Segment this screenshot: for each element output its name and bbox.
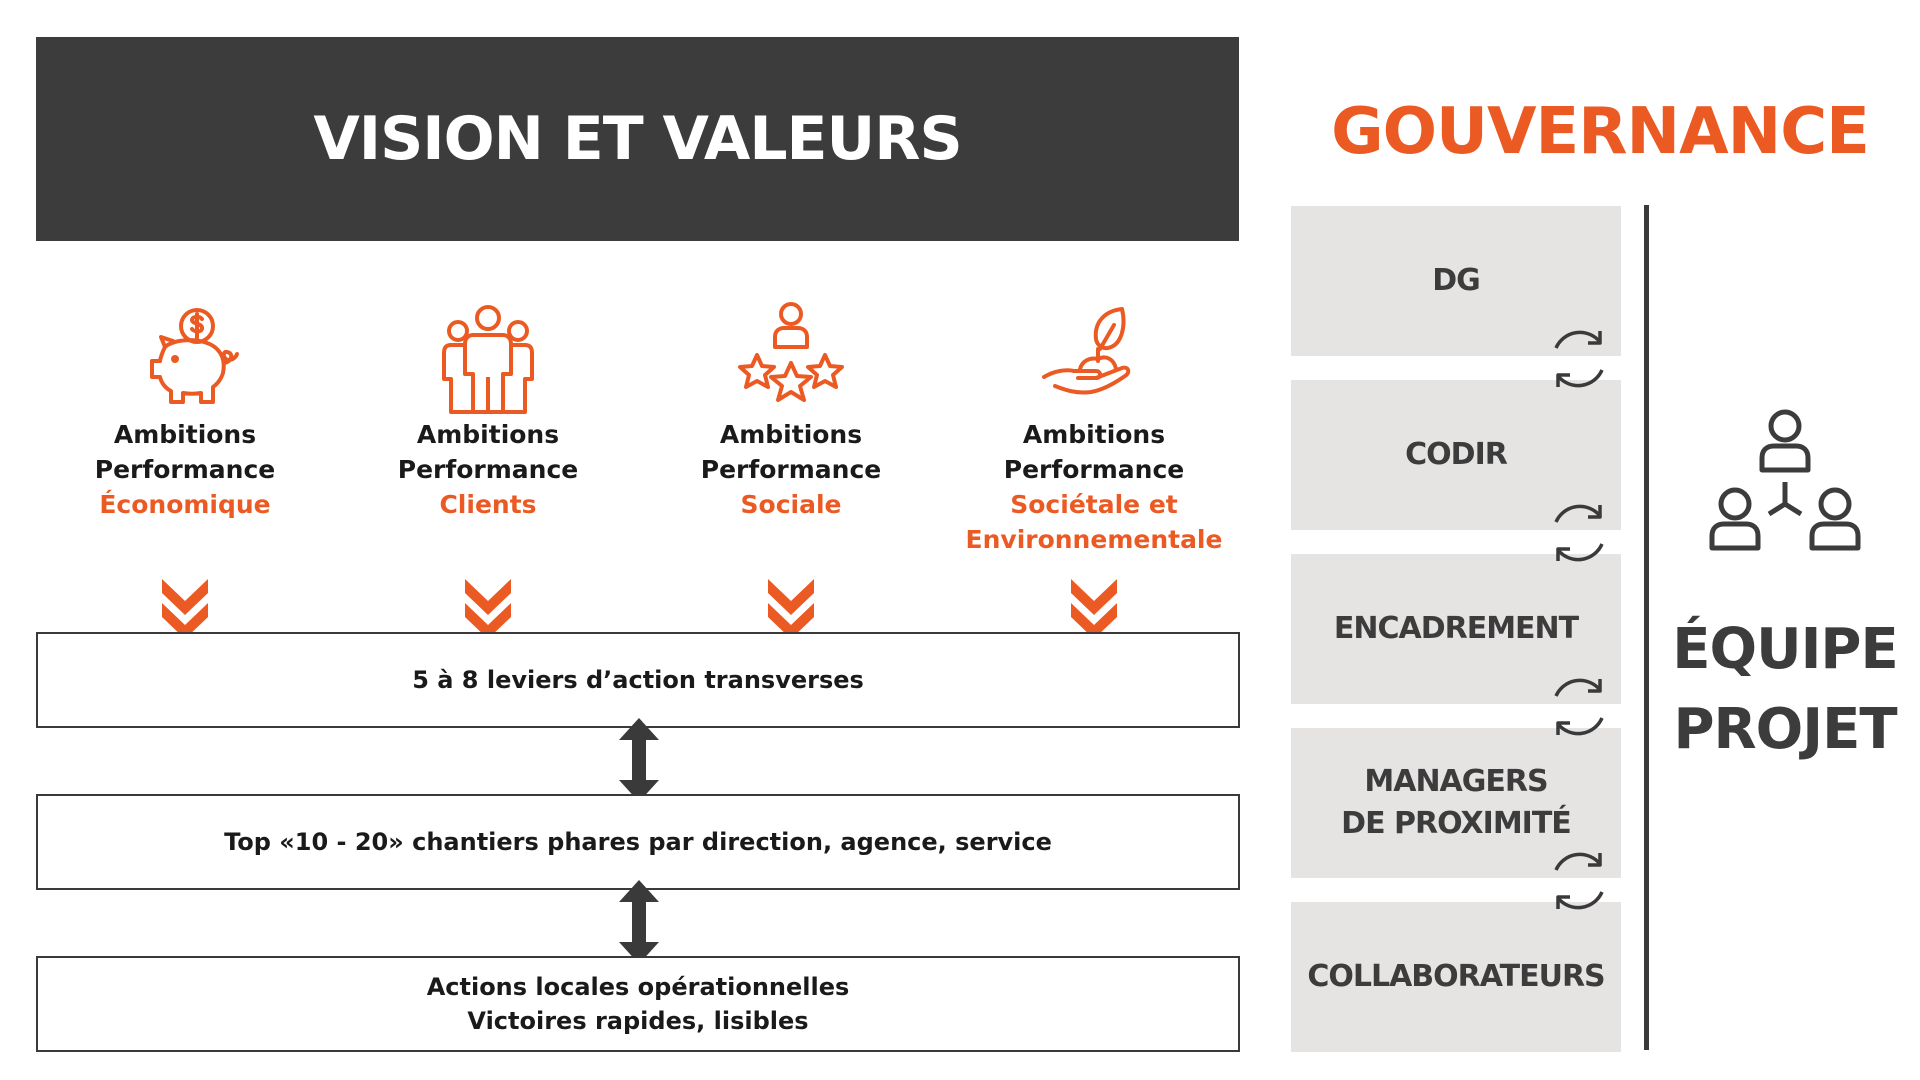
ambition-label-1: Ambitions [1022, 420, 1166, 449]
gov-level-collaborateurs [1291, 902, 1621, 1052]
team-line-1: ÉQUIPE [1672, 617, 1898, 682]
cycle-arrows-icon [1542, 670, 1616, 744]
gov-level-label: COLLABORATEURS [1307, 959, 1605, 994]
ambition-label-1: Ambitions [113, 420, 257, 449]
gov-level-label: MANAGERS [1364, 764, 1548, 799]
person-stars-icon [731, 297, 851, 417]
gov-level-label: ENCADREMENT [1333, 611, 1579, 646]
ambition-label-1: Ambitions [416, 420, 560, 449]
ambition-clients [338, 297, 638, 522]
chantiers-text: Top «10 - 20» chantiers phares par direction, agence, service [224, 828, 1052, 856]
group-people-icon [428, 297, 548, 417]
vision-title: VISION ET VALEURS [313, 104, 962, 174]
ambition-societale [944, 297, 1244, 557]
gov-level-label: CODIR [1405, 437, 1507, 472]
gov-level-label-2: DE PROXIMITÉ [1341, 806, 1571, 841]
ambition-label-2: Performance [397, 455, 579, 484]
ambition-label-2: Performance [1003, 455, 1185, 484]
vision-header [36, 37, 1239, 241]
actions-text-2: Victoires rapides, lisibles [467, 1007, 809, 1035]
ambition-label-4: Environnementale [965, 525, 1223, 554]
ambition-label-3: Économique [99, 490, 271, 519]
ambition-label-2: Performance [94, 455, 276, 484]
ambition-label-3: Sociale [740, 490, 842, 519]
ambition-sociale [641, 297, 941, 522]
ambition-label-1: Ambitions [719, 420, 863, 449]
team-network-icon [1700, 406, 1870, 566]
piggy-bank-icon [125, 297, 245, 417]
leviers-box [36, 632, 1240, 728]
gov-level-label: DG [1432, 263, 1480, 298]
double-arrow-icon [617, 880, 661, 964]
vertical-divider [1644, 205, 1649, 1050]
actions-text-1: Actions locales opérationnelles [426, 973, 850, 1001]
chantiers-box [36, 794, 1240, 890]
ambition-economique [35, 297, 335, 522]
ambition-label-3: Sociétale et [1010, 490, 1178, 519]
team-line-2: PROJET [1673, 697, 1897, 762]
hand-plant-icon [1034, 297, 1154, 417]
cycle-arrows-icon [1542, 322, 1616, 396]
actions-box [36, 956, 1240, 1052]
ambition-label-3: Clients [439, 490, 537, 519]
cycle-arrows-icon [1542, 844, 1616, 918]
equipe-projet-label [1660, 610, 1910, 770]
double-arrow-icon [617, 718, 661, 802]
cycle-arrows-icon [1542, 496, 1616, 570]
gouvernance-title: GOUVERNANCE [1331, 95, 1869, 169]
leviers-text: 5 à 8 leviers d’action transverses [412, 666, 864, 694]
ambition-label-2: Performance [700, 455, 882, 484]
